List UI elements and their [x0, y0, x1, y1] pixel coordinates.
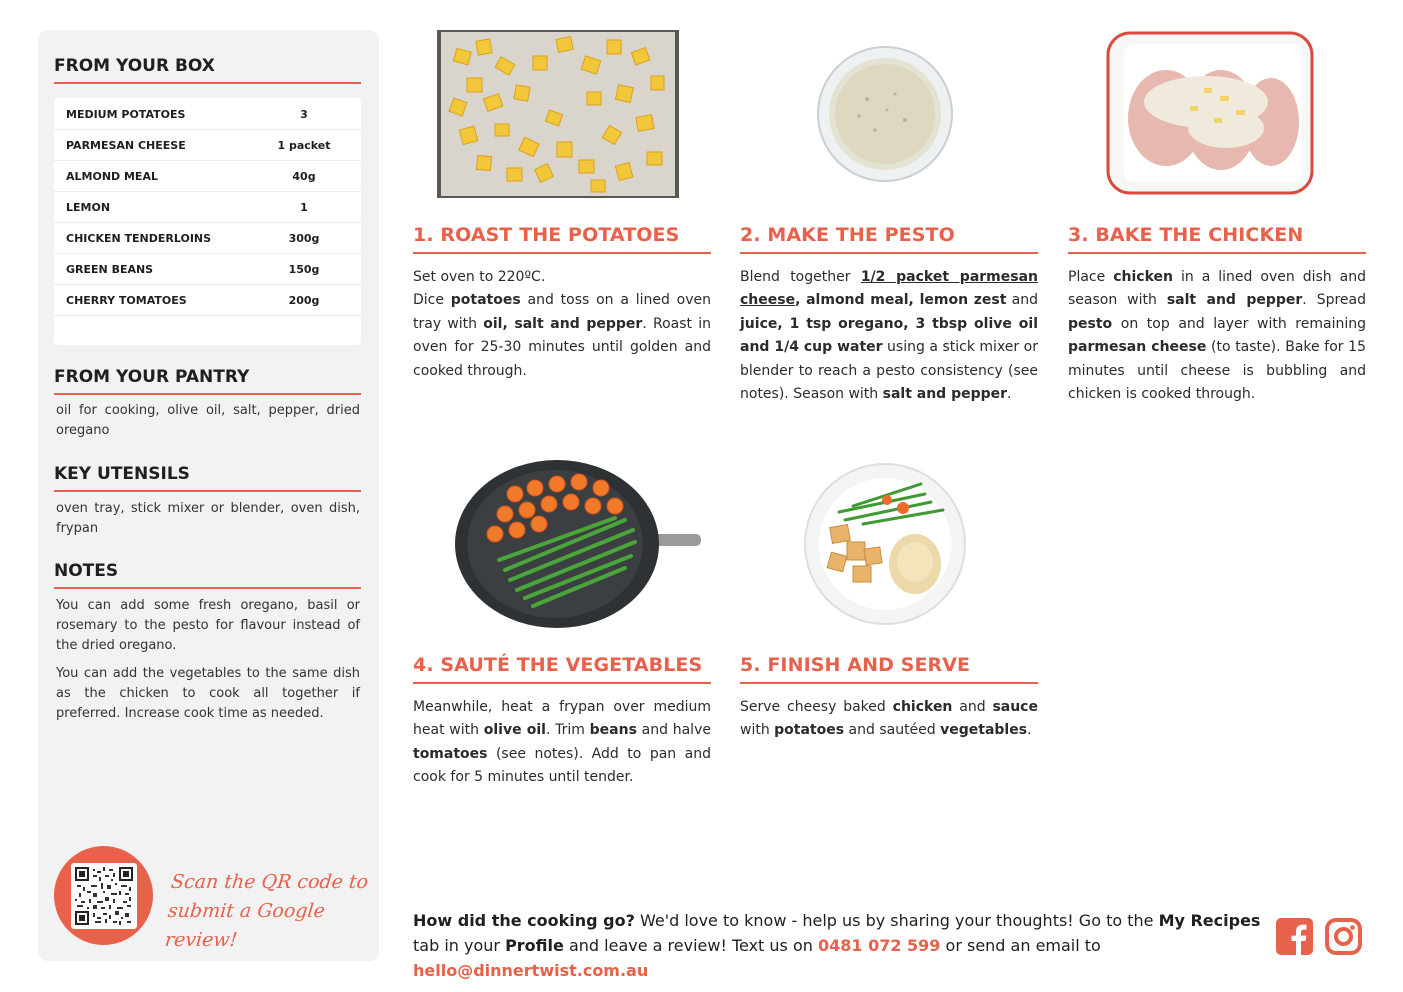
- email-link[interactable]: hello@dinnertwist.com.au: [413, 961, 649, 980]
- step-5-title: 5. FINISH AND SERVE: [740, 654, 1038, 684]
- ingredients-table: [54, 98, 361, 345]
- step-2-text: [740, 266, 1038, 406]
- table-row: [54, 130, 361, 161]
- instagram-icon[interactable]: [1325, 918, 1362, 955]
- step-ingredient: tomatoes: [413, 745, 488, 762]
- step-text-run: . Spread: [1302, 292, 1366, 309]
- step-text-run: on top and layer with remaining: [1112, 315, 1366, 332]
- step-ingredient: almond meal, lemon zest: [806, 292, 1007, 309]
- step-text-run: ,: [795, 292, 807, 309]
- qr-caption-line: submit a Google review!: [163, 900, 327, 951]
- step-4-text: [413, 696, 711, 790]
- step-text-run: Serve cheesy baked: [740, 699, 893, 715]
- feedback-footer: [413, 908, 1263, 983]
- pesto-bowl-photo: [815, 44, 955, 184]
- step-text-run: Blend together: [740, 269, 861, 285]
- step-text-run: . Roast in oven for 25-30 minutes until golden and cooked through.: [413, 315, 712, 379]
- step-5-text: [740, 696, 1038, 743]
- step-ingredient: beans: [589, 722, 637, 739]
- step-ingredient: salt and pepper: [882, 386, 1008, 403]
- step-2-title: 2. MAKE THE PESTO: [740, 224, 1038, 254]
- step-text-run: using a stick mixer or blender to reach a pesto consistency (see notes). Season with: [740, 339, 1038, 403]
- pantry-heading: FROM YOUR PANTRY: [54, 367, 361, 395]
- step-text-run: with: [740, 722, 775, 739]
- table-row: [54, 254, 361, 285]
- profile-label: Profile: [505, 936, 564, 955]
- step-ingredient: salt and pepper: [1166, 292, 1303, 309]
- baked-chicken-photo: [1106, 30, 1314, 196]
- ingredient-qty: 40g: [292, 169, 316, 183]
- table-row: [54, 285, 361, 316]
- step-3-text: [1068, 266, 1366, 406]
- sidebar: [38, 30, 379, 961]
- step-text-run: and halve: [636, 722, 711, 739]
- my-recipes-label: My Recipes: [1158, 911, 1261, 930]
- ingredient-qty: 300g: [288, 231, 320, 245]
- ingredient-name: ALMOND MEAL: [66, 169, 158, 183]
- ingredient-qty: 1 packet: [277, 138, 331, 152]
- step-ingredient: pesto: [1068, 315, 1113, 332]
- ingredient-qty: 200g: [288, 293, 320, 307]
- step-text-run: (see notes). Add to pan and cook for 5 minutes until tender.: [413, 745, 711, 786]
- ingredient-name: GREEN BEANS: [66, 262, 154, 276]
- roast-potatoes-photo: [437, 30, 679, 198]
- step-ingredient: chicken: [892, 699, 953, 715]
- step-text-run: and sautéed: [844, 722, 941, 739]
- step-ingredient: chicken: [1113, 269, 1173, 285]
- facebook-icon[interactable]: [1276, 918, 1313, 955]
- ingredient-name: MEDIUM POTATOES: [66, 107, 186, 121]
- footer-question: How did the cooking go?: [413, 911, 635, 930]
- table-row: [54, 161, 361, 192]
- phone-link[interactable]: 0481 072 599: [817, 936, 941, 955]
- table-row: [54, 223, 361, 254]
- ingredient-name: CHICKEN TENDERLOINS: [66, 231, 212, 245]
- step-text-run: in a lined oven dish and season with: [1068, 269, 1366, 309]
- step-ingredient: sauce: [992, 699, 1038, 715]
- step-ingredient: 1/2 packet parmesan cheese: [740, 269, 1038, 309]
- step-1-text: [413, 266, 711, 383]
- notes-heading: NOTES: [54, 561, 361, 589]
- qr-code-badge[interactable]: [54, 846, 153, 945]
- finished-plate-photo: [803, 462, 967, 626]
- step-ingredient: potatoes: [450, 292, 521, 309]
- qr-caption: [163, 868, 372, 955]
- saute-vegetables-photo: [455, 460, 701, 628]
- step-text-run: .: [1007, 386, 1012, 403]
- step-text-run: . Trim: [545, 722, 590, 739]
- footer-text: and leave a review! Text us on: [563, 936, 818, 955]
- step-text-run: and toss on a lined oven tray with: [413, 292, 711, 332]
- step-text-run: Dice: [413, 292, 451, 309]
- step-text-run: Meanwhile, heat a frypan over medium heat with: [413, 699, 711, 739]
- step-3-title: 3. BAKE THE CHICKEN: [1068, 224, 1366, 254]
- utensils-text: oven tray, stick mixer or blender, oven dish, frypan: [56, 501, 360, 536]
- footer-text: or send an email to: [940, 936, 1101, 955]
- step-1-title: 1. ROAST THE POTATOES: [413, 224, 711, 254]
- ingredient-name: LEMON: [66, 200, 111, 214]
- utensils-heading: KEY UTENSILS: [54, 464, 361, 492]
- qr-code-icon: [75, 867, 133, 925]
- step-text-run: .: [1027, 722, 1032, 739]
- notes-paragraph: You can add some fresh oregano, basil or rosemary to the pesto for flavour instead of the dried oregano.: [56, 598, 360, 653]
- step-ingredient: oil, salt and pepper: [483, 315, 643, 332]
- step-ingredient: juice, 1 tsp oregano, 3 tbsp olive oil and 1/4 cup water: [740, 315, 1038, 356]
- ingredient-qty: 1: [300, 200, 308, 214]
- notes-paragraph: You can add the vegetables to the same dish as the chicken to cook all together if preferred. Increase cook time as needed.: [56, 666, 360, 721]
- step-ingredient: vegetables: [940, 722, 1028, 739]
- ingredient-qty: 150g: [288, 262, 320, 276]
- step-text-line: Set oven to 220ºC.: [413, 269, 546, 285]
- pantry-text: oil for cooking, olive oil, salt, pepper, dried oregano: [56, 403, 360, 438]
- footer-text: tab in your: [413, 936, 506, 955]
- step-text-run: and: [1006, 292, 1038, 309]
- table-row: [54, 99, 361, 130]
- footer-text: We'd love to know - help us by sharing your thoughts! Go to the: [634, 911, 1159, 930]
- step-text-run: Place: [1068, 269, 1114, 285]
- step-text-run: and: [952, 699, 993, 715]
- ingredient-name: CHERRY TOMATOES: [66, 293, 187, 307]
- step-text-run: (to taste). Bake for 15 minutes until cheese is bubbling and chicken is cooked through.: [1068, 339, 1366, 403]
- ingredient-qty: 3: [300, 107, 308, 121]
- step-ingredient: olive oil: [483, 722, 546, 739]
- step-ingredient: parmesan cheese: [1068, 339, 1207, 356]
- qr-caption-line: Scan the QR code to: [169, 871, 370, 893]
- from-your-box-heading: FROM YOUR BOX: [54, 56, 361, 84]
- qr-code[interactable]: [71, 863, 137, 929]
- ingredient-name: PARMESAN CHEESE: [66, 138, 186, 152]
- table-row: [54, 192, 361, 223]
- step-4-title: 4. SAUTÉ THE VEGETABLES: [413, 654, 711, 684]
- step-ingredient: potatoes: [774, 722, 845, 739]
